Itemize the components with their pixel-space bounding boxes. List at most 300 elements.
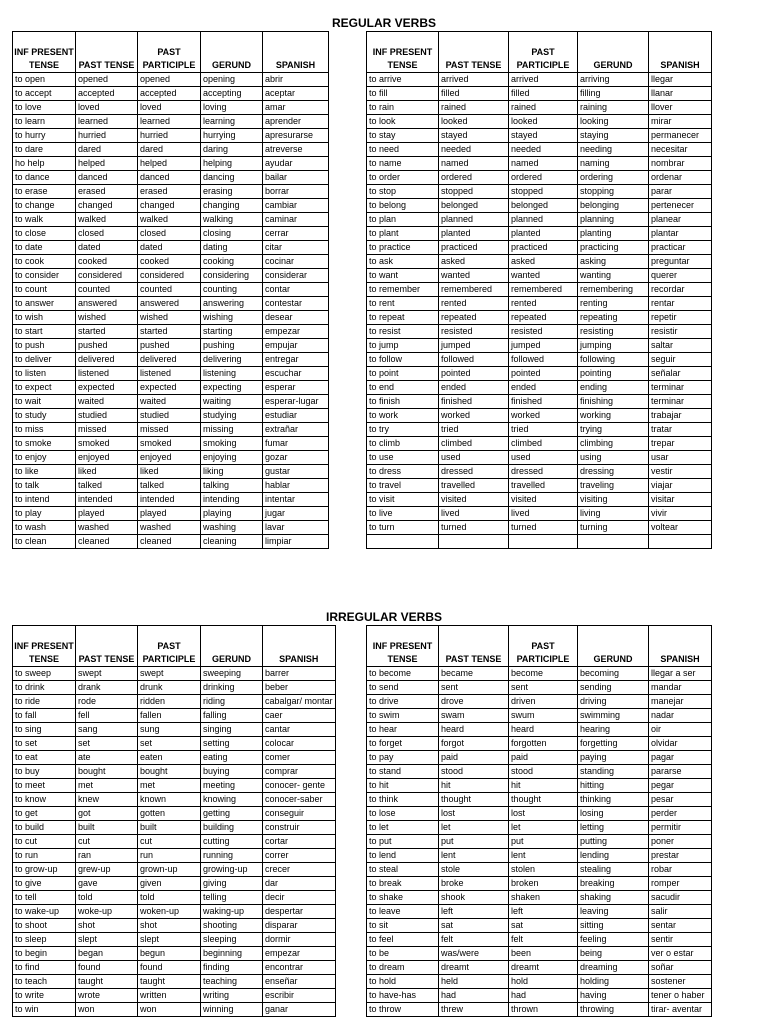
cell-past-participle: stolen: [509, 863, 578, 877]
table-row: [13, 115, 329, 129]
cell-gerund: feeling: [578, 933, 649, 947]
cell-inf-present-tense: to have-has: [367, 989, 439, 1003]
cell-gerund: asking: [578, 255, 649, 269]
cell-gerund: putting: [578, 835, 649, 849]
column-header-past-participle: PAST PARTICIPLE: [138, 32, 201, 73]
cell-gerund: staying: [578, 129, 649, 143]
cell-past-tense: hit: [439, 779, 509, 793]
table-row: [367, 395, 712, 409]
cell-spanish: escuchar: [263, 367, 329, 381]
irregular-verbs-title: IRREGULAR VERBS: [325, 610, 442, 624]
cell-past-tense: ordered: [439, 171, 509, 185]
cell-past-tense: bought: [76, 765, 138, 779]
cell-gerund: traveling: [578, 479, 649, 493]
cell-spanish: querer: [649, 269, 712, 283]
cell-past-tense: lived: [439, 507, 509, 521]
cell-spanish: colocar: [263, 737, 336, 751]
cell-past-participle: become: [509, 667, 578, 681]
cell-spanish: entregar: [263, 353, 329, 367]
cell-past-participle: considered: [138, 269, 201, 283]
cell-inf-present-tense: to dress: [367, 465, 439, 479]
cell-inf-present-tense: to forget: [367, 737, 439, 751]
cell-inf-present-tense: to open: [13, 73, 76, 87]
cell-past-tense: taught: [76, 975, 138, 989]
cell-gerund: running: [201, 849, 263, 863]
cell-spanish: olvidar: [649, 737, 712, 751]
cell-inf-present-tense: to meet: [13, 779, 76, 793]
cell-past-tense: loved: [76, 101, 138, 115]
cell-past-participle: gotten: [138, 807, 201, 821]
table-row: [13, 325, 329, 339]
cell-inf-present-tense: to wake-up: [13, 905, 76, 919]
cell-spanish: pertenecer: [649, 199, 712, 213]
cell-past-tense: liked: [76, 465, 138, 479]
cell-spanish: comer: [263, 751, 336, 765]
table-row: [367, 73, 712, 87]
cell-gerund: dreaming: [578, 961, 649, 975]
cell-spanish: pesar: [649, 793, 712, 807]
cell-past-tense: wished: [76, 311, 138, 325]
cell-spanish: hablar: [263, 479, 329, 493]
table-row: [13, 849, 336, 863]
cell-inf-present-tense: to point: [367, 367, 439, 381]
table-row: [367, 311, 712, 325]
cell-past-tense: won: [76, 1003, 138, 1017]
table-row: [13, 283, 329, 297]
cell-spanish: sentar: [649, 919, 712, 933]
cell-gerund: planting: [578, 227, 649, 241]
cell-past-participle: thrown: [509, 1003, 578, 1017]
cell-past-participle: planned: [509, 213, 578, 227]
cell-past-participle: expected: [138, 381, 201, 395]
cell-gerund: repeating: [578, 311, 649, 325]
cell-past-tense: intended: [76, 493, 138, 507]
cell-past-participle: shaken: [509, 891, 578, 905]
cell-gerund: liking: [201, 465, 263, 479]
cell-past-participle: cooked: [138, 255, 201, 269]
cell-spanish: despertar: [263, 905, 336, 919]
cell-inf-present-tense: to hear: [367, 723, 439, 737]
table-row: [367, 101, 712, 115]
cell-past-participle: thought: [509, 793, 578, 807]
cell-past-tense: shot: [76, 919, 138, 933]
cell-inf-present-tense: to enjoy: [13, 451, 76, 465]
cell-spanish: señalar: [649, 367, 712, 381]
cell-spanish: repetir: [649, 311, 712, 325]
cell-past-participle: taught: [138, 975, 201, 989]
table-row: [367, 451, 712, 465]
table-row: [13, 129, 329, 143]
cell-past-tense: repeated: [439, 311, 509, 325]
table-row: [13, 947, 336, 961]
cell-inf-present-tense: to win: [13, 1003, 76, 1017]
cell-inf-present-tense: to remember: [367, 283, 439, 297]
table-row: [367, 933, 712, 947]
cell-spanish: atreverse: [263, 143, 329, 157]
table-row: [13, 255, 329, 269]
cell-spanish: soñar: [649, 961, 712, 975]
cell-inf-present-tense: [367, 535, 439, 549]
cell-past-participle: pushed: [138, 339, 201, 353]
cell-past-participle: started: [138, 325, 201, 339]
cell-past-tense: visited: [439, 493, 509, 507]
cell-inf-present-tense: to run: [13, 849, 76, 863]
table-row: [367, 199, 712, 213]
cell-inf-present-tense: to order: [367, 171, 439, 185]
column-header-inf-present-tense: INF PRESENT TENSE: [13, 626, 76, 667]
table-row: [13, 101, 329, 115]
cell-past-tense: wrote: [76, 989, 138, 1003]
cell-gerund: shooting: [201, 919, 263, 933]
cell-past-tense: expected: [76, 381, 138, 395]
cell-gerund: building: [201, 821, 263, 835]
cell-spanish: oir: [649, 723, 712, 737]
cell-spanish: llover: [649, 101, 712, 115]
cell-inf-present-tense: to intend: [13, 493, 76, 507]
cell-inf-present-tense: to buy: [13, 765, 76, 779]
cell-past-tense: accepted: [76, 87, 138, 101]
cell-past-participle: hurried: [138, 129, 201, 143]
cell-past-participle: been: [509, 947, 578, 961]
cell-past-tense: climbed: [439, 437, 509, 451]
cell-past-tense: met: [76, 779, 138, 793]
cell-past-participle: intended: [138, 493, 201, 507]
cell-inf-present-tense: to study: [13, 409, 76, 423]
cell-spanish: sostener: [649, 975, 712, 989]
cell-past-participle: hold: [509, 975, 578, 989]
table-row: [13, 381, 329, 395]
cell-spanish: empezar: [263, 947, 336, 961]
table-row: [13, 227, 329, 241]
table-row: [367, 835, 712, 849]
cell-past-participle: rained: [509, 101, 578, 115]
cell-past-participle: dressed: [509, 465, 578, 479]
cell-past-tense: fell: [76, 709, 138, 723]
cell-past-participle: tried: [509, 423, 578, 437]
cell-past-participle: lost: [509, 807, 578, 821]
cell-past-participle: set: [138, 737, 201, 751]
cell-spanish: barrer: [263, 667, 336, 681]
cell-spanish: pagar: [649, 751, 712, 765]
cell-past-participle: followed: [509, 353, 578, 367]
table-row: [13, 751, 336, 765]
table-row: [367, 129, 712, 143]
cell-gerund: growing-up: [201, 863, 263, 877]
cell-spanish: plantar: [649, 227, 712, 241]
table-row: [367, 339, 712, 353]
cell-gerund: telling: [201, 891, 263, 905]
cell-spanish: visitar: [649, 493, 712, 507]
cell-past-participle: given: [138, 877, 201, 891]
cell-past-tense: practiced: [439, 241, 509, 255]
table-row: [367, 283, 712, 297]
cell-inf-present-tense: to hurry: [13, 129, 76, 143]
cell-spanish: permitir: [649, 821, 712, 835]
table-row: [13, 709, 336, 723]
cell-gerund: filling: [578, 87, 649, 101]
cell-past-participle: shot: [138, 919, 201, 933]
cell-spanish: mandar: [649, 681, 712, 695]
cell-past-tense: stole: [439, 863, 509, 877]
cell-gerund: remembering: [578, 283, 649, 297]
cell-gerund: intending: [201, 493, 263, 507]
cell-gerund: forgetting: [578, 737, 649, 751]
cell-past-participle: driven: [509, 695, 578, 709]
cell-gerund: loving: [201, 101, 263, 115]
cell-spanish: terminar: [649, 381, 712, 395]
cell-gerund: drinking: [201, 681, 263, 695]
cell-spanish: romper: [649, 877, 712, 891]
table-row: [13, 409, 329, 423]
cell-past-participle: bought: [138, 765, 201, 779]
cell-gerund: letting: [578, 821, 649, 835]
column-header-spanish: SPANISH: [263, 32, 329, 73]
table-row: [367, 87, 712, 101]
column-header-spanish: SPANISH: [263, 626, 336, 667]
header-row: [13, 626, 336, 667]
cell-spanish: fumar: [263, 437, 329, 451]
cell-inf-present-tense: to use: [367, 451, 439, 465]
table-row: [367, 1003, 712, 1017]
cell-gerund: closing: [201, 227, 263, 241]
cell-past-participle: wished: [138, 311, 201, 325]
cell-spanish: rentar: [649, 297, 712, 311]
cell-past-tense: built: [76, 821, 138, 835]
column-header-gerund: GERUND: [201, 626, 263, 667]
column-header-spanish: SPANISH: [649, 626, 712, 667]
cell-past-tense: enjoyed: [76, 451, 138, 465]
cell-past-participle: travelled: [509, 479, 578, 493]
cell-gerund: turning: [578, 521, 649, 535]
cell-past-tense: swept: [76, 667, 138, 681]
cell-past-participle: visited: [509, 493, 578, 507]
table-row: [367, 325, 712, 339]
cell-past-participle: used: [509, 451, 578, 465]
cell-gerund: dating: [201, 241, 263, 255]
cell-inf-present-tense: to become: [367, 667, 439, 681]
cell-spanish: decir: [263, 891, 336, 905]
cell-inf-present-tense: to rent: [367, 297, 439, 311]
cell-past-tense: closed: [76, 227, 138, 241]
cell-gerund: sweeping: [201, 667, 263, 681]
table-row: [367, 961, 712, 975]
table-row: [367, 535, 712, 549]
cell-inf-present-tense: to ask: [367, 255, 439, 269]
cell-inf-present-tense: to dare: [13, 143, 76, 157]
cell-past-participle: looked: [509, 115, 578, 129]
table-row: [367, 297, 712, 311]
cell-gerund: leaving: [578, 905, 649, 919]
cell-past-tense: shook: [439, 891, 509, 905]
cell-gerund: [578, 535, 649, 549]
cell-past-participle: found: [138, 961, 201, 975]
table-row: [367, 381, 712, 395]
cell-past-participle: pointed: [509, 367, 578, 381]
table-row: [367, 891, 712, 905]
cell-spanish: nombrar: [649, 157, 712, 171]
cell-spanish: poner: [649, 835, 712, 849]
cell-gerund: wishing: [201, 311, 263, 325]
cell-past-participle: finished: [509, 395, 578, 409]
cell-past-tense: let: [439, 821, 509, 835]
cell-spanish: resistir: [649, 325, 712, 339]
cell-gerund: considering: [201, 269, 263, 283]
cell-past-tense: slept: [76, 933, 138, 947]
table-row: [367, 157, 712, 171]
cell-inf-present-tense: to expect: [13, 381, 76, 395]
table-row: [367, 989, 712, 1003]
cell-gerund: needing: [578, 143, 649, 157]
cell-spanish: conocer-saber: [263, 793, 336, 807]
cell-past-participle: answered: [138, 297, 201, 311]
cell-gerund: changing: [201, 199, 263, 213]
table-row: [13, 507, 329, 521]
cell-gerund: helping: [201, 157, 263, 171]
regular-verbs-title: REGULAR VERBS: [331, 16, 436, 30]
cell-inf-present-tense: to steal: [367, 863, 439, 877]
table-row: [367, 241, 712, 255]
cell-past-tense: became: [439, 667, 509, 681]
table-row: [13, 667, 336, 681]
header-row: [367, 626, 712, 667]
cell-past-tense: cleaned: [76, 535, 138, 549]
cell-past-participle: felt: [509, 933, 578, 947]
cell-inf-present-tense: to shoot: [13, 919, 76, 933]
cell-past-tense: threw: [439, 1003, 509, 1017]
cell-past-tense: stayed: [439, 129, 509, 143]
table-row: [13, 933, 336, 947]
cell-gerund: walking: [201, 213, 263, 227]
cell-inf-present-tense: to date: [13, 241, 76, 255]
cell-past-tense: planted: [439, 227, 509, 241]
cell-past-participle: swept: [138, 667, 201, 681]
table-row: [13, 681, 336, 695]
cell-past-participle: grown-up: [138, 863, 201, 877]
cell-inf-present-tense: to stand: [367, 765, 439, 779]
cell-past-participle: loved: [138, 101, 201, 115]
cell-past-tense: stood: [439, 765, 509, 779]
cell-spanish: ganar: [263, 1003, 336, 1017]
cell-gerund: counting: [201, 283, 263, 297]
cell-gerund: lending: [578, 849, 649, 863]
cell-gerund: finding: [201, 961, 263, 975]
cell-spanish: crecer: [263, 863, 336, 877]
cell-past-tense: sat: [439, 919, 509, 933]
cell-inf-present-tense: to shake: [367, 891, 439, 905]
cell-spanish: bailar: [263, 171, 329, 185]
cell-spanish: estudiar: [263, 409, 329, 423]
cell-past-participle: run: [138, 849, 201, 863]
cell-past-tense: ran: [76, 849, 138, 863]
cell-inf-present-tense: to cook: [13, 255, 76, 269]
table-row: [13, 465, 329, 479]
table-row: [13, 451, 329, 465]
cell-inf-present-tense: to stop: [367, 185, 439, 199]
cell-spanish: caer: [263, 709, 336, 723]
cell-past-participle: won: [138, 1003, 201, 1017]
cell-past-tense: opened: [76, 73, 138, 87]
cell-past-tense: rained: [439, 101, 509, 115]
cell-past-participle: talked: [138, 479, 201, 493]
cell-past-participle: hit: [509, 779, 578, 793]
cell-gerund: beginning: [201, 947, 263, 961]
table-row: [13, 877, 336, 891]
cell-past-participle: climbed: [509, 437, 578, 451]
cell-past-participle: built: [138, 821, 201, 835]
cell-spanish: cantar: [263, 723, 336, 737]
cell-spanish: sacudir: [649, 891, 712, 905]
column-header-gerund: GERUND: [578, 32, 649, 73]
cell-past-participle: missed: [138, 423, 201, 437]
cell-past-participle: jumped: [509, 339, 578, 353]
table-row: [367, 185, 712, 199]
cell-gerund: knowing: [201, 793, 263, 807]
cell-spanish: correr: [263, 849, 336, 863]
cell-inf-present-tense: to visit: [367, 493, 439, 507]
cell-past-tense: considered: [76, 269, 138, 283]
cell-past-tense: asked: [439, 255, 509, 269]
cell-gerund: setting: [201, 737, 263, 751]
cell-past-tense: wanted: [439, 269, 509, 283]
cell-spanish: encontrar: [263, 961, 336, 975]
cell-inf-present-tense: to find: [13, 961, 76, 975]
cell-past-tense: learned: [76, 115, 138, 129]
cell-inf-present-tense: to set: [13, 737, 76, 751]
cell-spanish: vestir: [649, 465, 712, 479]
cell-inf-present-tense: to end: [367, 381, 439, 395]
cell-past-tense: looked: [439, 115, 509, 129]
cell-spanish: robar: [649, 863, 712, 877]
cell-past-tense: waited: [76, 395, 138, 409]
table-row: [367, 507, 712, 521]
cell-gerund: waiting: [201, 395, 263, 409]
cell-gerund: becoming: [578, 667, 649, 681]
cell-past-tense: played: [76, 507, 138, 521]
cell-gerund: holding: [578, 975, 649, 989]
table-row: [13, 961, 336, 975]
cell-past-participle: washed: [138, 521, 201, 535]
cell-past-participle: sat: [509, 919, 578, 933]
cell-past-tense: set: [76, 737, 138, 751]
cell-past-tense: broke: [439, 877, 509, 891]
table-row: [367, 919, 712, 933]
cell-past-participle: opened: [138, 73, 201, 87]
cell-spanish: ayudar: [263, 157, 329, 171]
table-row: [13, 339, 329, 353]
cell-inf-present-tense: to hit: [367, 779, 439, 793]
table-row: [367, 975, 712, 989]
cell-gerund: renting: [578, 297, 649, 311]
cell-inf-present-tense: to dream: [367, 961, 439, 975]
cell-inf-present-tense: to leave: [367, 905, 439, 919]
cell-inf-present-tense: to wash: [13, 521, 76, 535]
table-row: [13, 821, 336, 835]
cell-inf-present-tense: to start: [13, 325, 76, 339]
cell-past-tense: sent: [439, 681, 509, 695]
cell-past-tense: started: [76, 325, 138, 339]
cell-past-participle: paid: [509, 751, 578, 765]
cell-past-participle: belonged: [509, 199, 578, 213]
cell-inf-present-tense: to throw: [367, 1003, 439, 1017]
cell-past-participle: stayed: [509, 129, 578, 143]
cell-spanish: construir: [263, 821, 336, 835]
cell-spanish: contestar: [263, 297, 329, 311]
cell-spanish: ordenar: [649, 171, 712, 185]
cell-past-tense: planned: [439, 213, 509, 227]
cell-inf-present-tense: to know: [13, 793, 76, 807]
cell-past-tense: arrived: [439, 73, 509, 87]
cell-past-participle: wanted: [509, 269, 578, 283]
